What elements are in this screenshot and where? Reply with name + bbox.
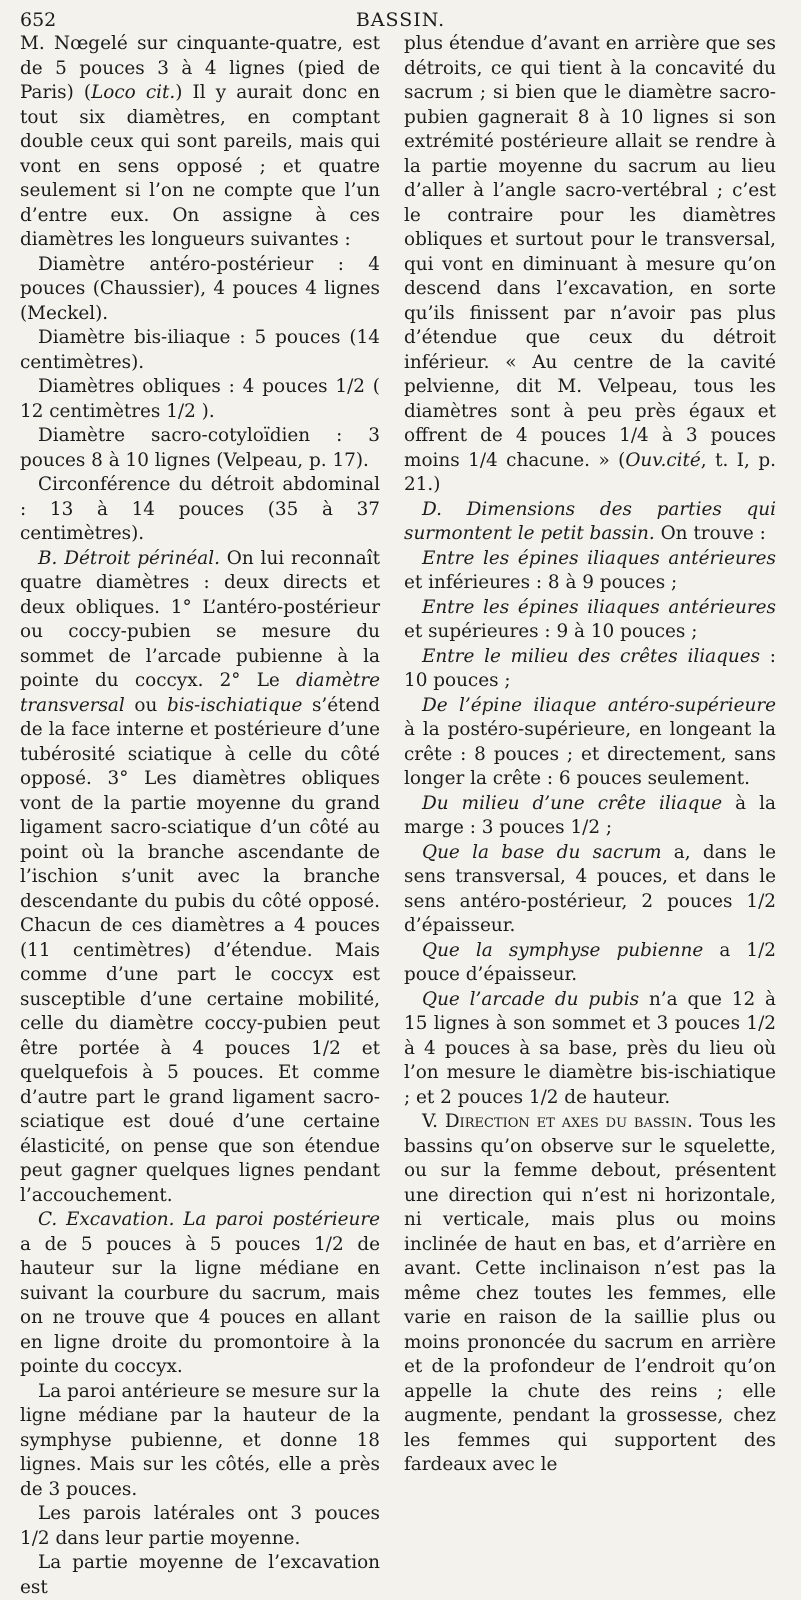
text-run: a, dans le sens transversal, 4 pouces, et dans le sens antéro-postérieur, 2 pouces 1/2 d’épaisseur. xyxy=(404,841,776,936)
paragraph xyxy=(404,645,776,694)
italic-text: Entre le milieu des crêtes iliaques xyxy=(422,645,761,667)
italic-text: Du milieu d’une crête iliaque xyxy=(422,792,723,814)
page-header xyxy=(20,6,781,34)
italic-text: C. Excavation. La paroi postérieure xyxy=(38,1209,380,1230)
text-run: La paroi antérieure se mesure sur la ligne médiane par la hauteur de la symphyse pubienne, et donne 18 lignes. Mais sur les côtés, elle a près de 3 pouces. xyxy=(20,1380,380,1500)
italic-text: Que la symphyse pubienne xyxy=(422,939,704,961)
text-run: ou xyxy=(124,694,167,716)
paragraph xyxy=(20,1208,380,1380)
text-run: V. xyxy=(422,1111,445,1132)
italic-text: Que l’arcade du pubis xyxy=(422,988,640,1010)
paragraph xyxy=(404,988,776,1111)
running-title: BASSIN. xyxy=(355,9,446,31)
text-run: a de 5 pouces à 5 pouces 1/2 de hauteur sur la ligne médiane en suivant la courbure du sacrum, mais on ne trouve que 4 pouces en allant en ligne droite du promontoire à la pointe du coccyx. xyxy=(20,1233,380,1377)
right-column xyxy=(404,32,776,1478)
smallcaps-text: Direction et axes du bassin. xyxy=(444,1111,693,1132)
paragraph xyxy=(20,253,380,327)
italic-text: Ouv.cité xyxy=(625,449,701,471)
paragraph xyxy=(404,694,776,792)
text-run: M. Nœgelé sur cinquante-quatre, est de 5 pouces 3 à 4 lignes (pied de Paris) ( xyxy=(20,33,380,103)
italic-text: Que la base du sacrum xyxy=(422,841,662,863)
text-run: Tous les bassins qu’on observe sur le squelette, ou sur la femme debout, présentent une direction qui n’est ni horizontale, ni verticale, mais plus ou moins inclinée de haut en bas, et d’arrière en avant. Cette inclinaison n’est pas la même chez toutes les femmes, elle varie en raison de la saillie plus ou moins prononcée du sacrum en arrière et de la profondeur de l’endroit qu’on appelle la chute des reins ; elle augmente, pendant la grossesse, chez les femmes qui supportent des fardeaux avec le xyxy=(404,1111,776,1475)
paragraph xyxy=(404,841,776,939)
text-run: a 1/2 pouce d’épaisseur. xyxy=(404,939,776,985)
text-run: et inférieures : 8 à 9 pouces ; xyxy=(404,572,678,593)
paragraph xyxy=(20,375,380,424)
text-run: Circonférence du détroit abdominal : 13 à 14 pouces (35 à 37 centimètres). xyxy=(20,474,380,544)
italic-text: bis-ischiatique xyxy=(166,694,303,716)
text-run: : 10 pouces ; xyxy=(404,645,777,691)
paragraph xyxy=(404,547,776,596)
text-run: , t. I, p. 21.) xyxy=(404,449,776,495)
paragraph xyxy=(404,596,776,645)
text-run: ) Il y aurait donc en tout six diamètres, en comptant double ceux qui sont pareils, mais qui vont en sens opposé ; et quatre seulement si l’on ne compte que l’un d’entre eux. On assigne à ces diamètres les longueurs suivantes : xyxy=(20,82,380,250)
text-run: n’a que 12 à 15 lignes à son sommet et 3 pouces 1/2 à 4 pouces à sa base, près du lieu où l’on mesure le diamètre bis-ischiatique ; et 2 pouces 1/2 de hauteur. xyxy=(404,988,777,1108)
text-run: s’étend de la face interne et postérieure d’une tubérosité sciatique à celle du côté opposé. 3° Les diamètres obliques vont de la partie moyenne du grand ligament sacro-sciatique d’un côté au point où la branche ascendante de l’ischion s’unit avec la branche descendante du pubis du côté opposé. Chacun de ces diamètres a 4 pouces (11 centimètres) d’étendue. Mais comme d’une part le coccyx est susceptible d’une certaine mobilité, celle du diamètre coccy-pubien peut être portée à 4 pouces 1/2 et quelquefois à 5 pouces. Et comme d’autre part le grand ligament sacro-sciatique est doué d’une certaine élasticité, on pense que son étendue peut gagner quelques lignes pendant l’accouchement. xyxy=(20,694,381,1206)
italic-text: Loco cit. xyxy=(91,82,176,103)
text-run: et supérieures : 9 à 10 pouces ; xyxy=(404,621,698,642)
text-run: On trouve : xyxy=(654,523,766,544)
paragraph xyxy=(404,32,776,498)
paragraph xyxy=(404,1110,776,1478)
paragraph xyxy=(20,32,380,253)
italic-text: De l’épine iliaque antéro-supérieure xyxy=(422,694,776,716)
italic-text: B. Détroit périnéal. xyxy=(38,547,220,569)
text-run: La partie moyenne de l’excavation est xyxy=(20,1552,380,1598)
text-run: Diamètres obliques : 4 pouces 1/2 ( 12 centimètres 1/2 ). xyxy=(20,376,380,422)
paragraph xyxy=(20,1380,380,1503)
left-column xyxy=(20,32,380,1600)
text-run: plus étendue d’avant en arrière que ses détroits, ce qui tient à la concavité du sacrum ; si bien que le diamètre sacro-pubien gagnerait 8 à 10 lignes si son extrémité postérieure allait se rendre à la partie moyenne du sacrum au lieu d’aller à l’angle sacro-vertébral ; c’est le contraire pour les diamètres obliques et surtout pour le transversal, qui vont en diminuant à mesure qu’on descend dans l’excavation, en sorte qu’ils finissent par n’avoir pas plus d’étendue que ceux du détroit inférieur. « Au centre de la cavité pelvienne, dit M. Velpeau, tous les diamètres sont à peu près égaux et offrent de 4 pouces 1/4 à 3 pouces moins 1/4 chacune. » ( xyxy=(404,33,776,471)
paragraph xyxy=(20,547,380,1209)
page-number: 652 xyxy=(20,9,57,31)
paragraph xyxy=(20,424,380,473)
italic-text: Entre les épines iliaques antérieures xyxy=(422,596,776,618)
text-run: à la postéro-supérieure, en longeant la crête : 8 pouces ; et directement, sans longer la crête : 6 pouces seulement. xyxy=(404,719,776,789)
text-run: On lui reconnaît quatre diamètres : deux directs et deux obliques. 1° L’antéro-postérieur ou coccy-pubien se mesure du sommet de l’arcade pubienne à la pointe du coccyx. 2° Le xyxy=(20,547,380,691)
text-run: Diamètre sacro-cotyloïdien : 3 pouces 8 à 10 lignes (Velpeau, p. 17). xyxy=(20,425,380,471)
paragraph xyxy=(20,326,380,375)
text-run: Diamètre bis-iliaque : 5 pouces (14 centimètres). xyxy=(20,327,380,373)
paragraph xyxy=(20,473,380,547)
text-run: Les parois latérales ont 3 pouces 1/2 dans leur partie moyenne. xyxy=(20,1503,380,1549)
paragraph xyxy=(404,498,776,547)
italic-text: diamètre transversal xyxy=(20,670,380,716)
paragraph xyxy=(20,1551,380,1600)
paragraph xyxy=(404,792,776,841)
italic-text: Entre les épines iliaques antérieures xyxy=(422,547,776,569)
paragraph xyxy=(404,939,776,988)
text-run: Diamètre antéro-postérieur : 4 pouces (Chaussier), 4 pouces 4 lignes (Meckel). xyxy=(20,253,380,324)
paragraph xyxy=(20,1502,380,1551)
text-run: à la marge : 3 pouces 1/2 ; xyxy=(404,792,776,838)
italic-text: D. Dimensions des parties qui surmontent le petit bassin. xyxy=(404,498,776,544)
